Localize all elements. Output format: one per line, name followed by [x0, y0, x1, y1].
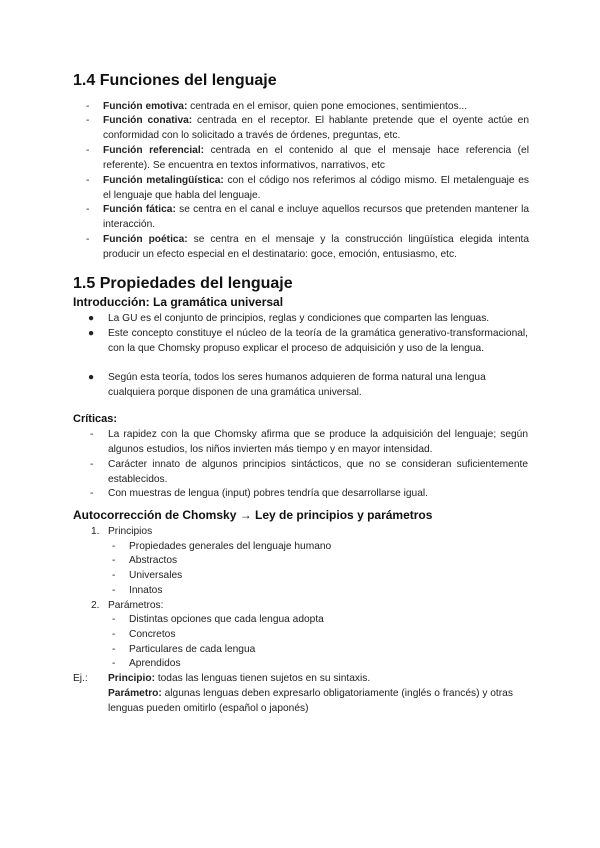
principios-item: Universales [129, 570, 183, 581]
criticas-item: La rapidez con la que Chomsky afirma que se produce la adquisición del lenguaje; según algunos estudios, los niños invierten más tiempo y en mayor intensidad. [108, 429, 528, 455]
list-item-referencial: Función referencial: centrada en el contenido al que el mensaje hace referencia (el referente). Se encuentra en textos informativos, narrativos, etc [103, 145, 529, 171]
dash-marker: - [112, 585, 116, 596]
bullet-marker: ● [88, 372, 95, 383]
intro-item: Según esta teoría, todos los seres humanos adquieren de forma natural una lengua cualquiera porque disponen de una gramática universal. [108, 372, 486, 398]
dash-marker: - [112, 555, 116, 566]
dash-marker: - [112, 644, 116, 655]
bullet-marker: ● [88, 313, 95, 324]
list-item-poetica: Función poética: se centra en el mensaje y la construcción lingüística elegida intenta producir un efecto especial en el destinatario: goce, emoción, entusiasmo, etc. [103, 234, 530, 260]
parametros-item: Distintas opciones que cada lengua adopta [129, 614, 324, 625]
dash-marker: - [86, 101, 90, 112]
example-principio: Principio: todas las lenguas tienen sujetos en su sintaxis. [108, 673, 371, 684]
list-item-conativa: Función conativa: centrada en el receptor. El hablante pretende que el oyente actúe en conformidad con lo solicitado a través de órdenes, preguntas, etc. [103, 115, 529, 141]
list-number: 2. [91, 600, 100, 611]
dash-marker: - [112, 541, 116, 552]
list-item-metalinguistica: Función metalingüística: con el código nos referimos al código mismo. El metalenguaje es el lenguaje que habla del lenguaje. [103, 175, 530, 201]
intro-item: Este concepto constituye el núcleo de la teoría de la gramática generativo-transformacional, con la que Chomsky propuso explicar el proceso de adquisición y uso de la lengua. [108, 328, 528, 354]
principios-item: Propiedades generales del lenguaje humano [129, 541, 332, 552]
dash-marker: - [86, 145, 90, 156]
list-item-emotiva: Función emotiva: centrada en el emisor, quien pone emociones, sentimientos... [103, 101, 468, 112]
principios-item: Innatos [129, 585, 163, 596]
dash-marker: - [86, 115, 90, 126]
dash-marker: - [90, 459, 94, 470]
parametros-item: Aprendidos [129, 658, 181, 669]
list-number: 1. [91, 526, 100, 537]
parametros-item: Concretos [129, 629, 176, 640]
dash-marker: - [112, 629, 116, 640]
dash-marker: - [112, 658, 116, 669]
intro-item: La GU es el conjunto de principios, reglas y condiciones que comparten las lenguas. [108, 313, 490, 324]
dash-marker: - [112, 614, 116, 625]
dash-marker: - [90, 488, 94, 499]
dash-marker: - [112, 570, 116, 581]
parametros-item: Particulares de cada lengua [129, 644, 256, 655]
criticas-item: Carácter innato de algunos principios sintácticos, que no se consideran suficientemente establecidos. [108, 459, 528, 485]
principios-item: Abstractos [129, 555, 178, 566]
section-title-1-4: 1.4 Funciones del lenguaje [73, 72, 277, 89]
intro-heading: Introducción: La gramática universal [73, 295, 284, 309]
example-parametro: Parámetro: algunas lenguas deben expresarlo obligatoriamente (inglés o francés) y otras lenguas pueden omitirlo (español o japonés) [108, 688, 513, 714]
auto-heading: Autocorrección de Chomsky → Ley de principios y parámetros [73, 508, 433, 522]
list-item-fatica: Función fática: se centra en el canal e incluye aquellos recursos que pretenden mantener la interacción. [103, 204, 529, 230]
dash-marker: - [86, 204, 90, 215]
dash-marker: - [86, 234, 90, 245]
section-title-1-5: 1.5 Propiedades del lenguaje [73, 275, 293, 292]
principios-label: Principios [108, 526, 153, 537]
example-label: Ej.: [73, 673, 88, 684]
parametros-label: Parámetros: [108, 600, 164, 611]
criticas-heading: Críticas: [73, 413, 118, 425]
criticas-item: Con muestras de lengua (input) pobres tendría que desarrollarse igual. [108, 488, 428, 499]
dash-marker: - [90, 429, 94, 440]
dash-marker: - [86, 175, 90, 186]
bullet-marker: ● [88, 328, 95, 339]
